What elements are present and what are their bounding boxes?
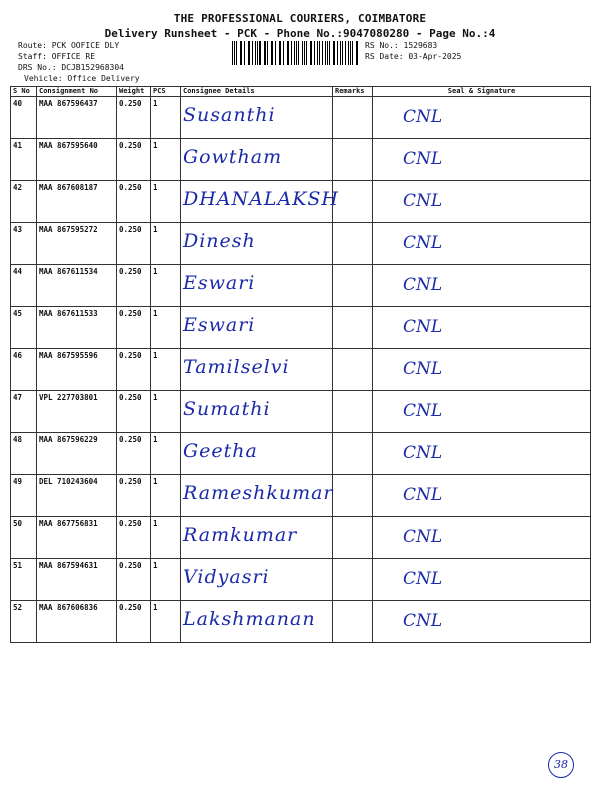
consignment-cell: MAA 867611534 — [37, 265, 117, 307]
consignee-handwriting: Gowtham — [183, 146, 283, 168]
remarks-cell — [333, 223, 373, 265]
weight-cell: 0.250 — [117, 307, 151, 349]
barcode-bar — [350, 41, 351, 65]
consignee-handwriting: Dinesh — [183, 230, 256, 252]
remarks-cell — [333, 265, 373, 307]
weight-cell: 0.250 — [117, 265, 151, 307]
consignee-cell — [181, 97, 333, 139]
signature-cell — [373, 139, 591, 181]
consignment-cell: MAA 867595272 — [37, 223, 117, 265]
signature-handwriting: CNL — [403, 485, 443, 505]
remarks-cell — [333, 97, 373, 139]
consignee-cell — [181, 517, 333, 559]
table-row — [11, 601, 591, 643]
sno-cell: 48 — [11, 433, 37, 475]
pcs-cell: 1 — [151, 97, 181, 139]
barcode-bar — [325, 41, 326, 65]
pcs-cell: 1 — [151, 223, 181, 265]
signature-handwriting: CNL — [403, 611, 443, 631]
remarks-cell — [333, 475, 373, 517]
pcs-cell: 1 — [151, 559, 181, 601]
consignee-cell — [181, 181, 339, 223]
table-row — [11, 559, 591, 601]
consignee-handwriting: Geetha — [183, 440, 258, 462]
consignee-handwriting: Eswari — [183, 314, 256, 336]
barcode-bar — [333, 41, 334, 65]
remarks-cell — [333, 307, 373, 349]
table-row — [11, 97, 591, 139]
pcs-cell: 1 — [151, 265, 181, 307]
page-mark: 38 — [548, 752, 574, 778]
signature-handwriting: CNL — [403, 317, 443, 337]
weight-cell: 0.250 — [117, 223, 151, 265]
sno-cell: 44 — [11, 265, 37, 307]
consignment-cell: MAA 867611533 — [37, 307, 117, 349]
consignee-cell — [181, 559, 333, 601]
col-header-consignment: Consignment No — [37, 87, 117, 97]
barcode-bar — [294, 41, 295, 65]
signature-handwriting: CNL — [403, 275, 443, 295]
consignee-cell — [181, 265, 333, 307]
consignee-cell — [181, 475, 333, 517]
meta-left — [18, 40, 140, 84]
consignee-handwriting: Susanthi — [183, 104, 276, 126]
consignee-handwriting: Lakshmanan — [183, 608, 316, 630]
barcode-bar — [298, 41, 299, 65]
barcode-bar — [306, 41, 307, 65]
barcode-bar — [275, 41, 276, 65]
company-title: THE PROFESSIONAL COURIERS, COIMBATORE — [173, 12, 427, 25]
consignee-cell — [181, 601, 333, 643]
remarks-cell — [333, 433, 373, 475]
col-header-pcs: PCS — [151, 87, 181, 97]
col-header-weight: Weight — [117, 87, 151, 97]
signature-handwriting: CNL — [403, 233, 443, 253]
signature-handwriting: CNL — [403, 191, 443, 211]
barcode-bar — [283, 41, 284, 65]
pcs-cell: 1 — [151, 349, 181, 391]
signature-cell — [373, 475, 591, 517]
runsheet-table — [10, 86, 591, 643]
rs-date: RS Date: 03-Apr-2025 — [365, 52, 462, 61]
consignment-cell: MAA 867756831 — [37, 517, 117, 559]
weight-cell: 0.250 — [117, 97, 151, 139]
barcode-bar — [255, 41, 256, 65]
remarks-cell — [333, 517, 373, 559]
runsheet-subtitle: Delivery Runsheet - PCK - Phone No.:9047080280 - Page No.:4 — [104, 27, 496, 40]
consignee-handwriting: DHANALAKSH — [183, 188, 339, 210]
barcode-bar — [259, 41, 260, 65]
weight-cell: 0.250 — [117, 433, 151, 475]
table-row — [11, 475, 591, 517]
remarks-cell — [333, 139, 373, 181]
remarks-cell — [333, 601, 373, 643]
consignment-cell: VPL 227703801 — [37, 391, 117, 433]
consignee-cell — [181, 349, 333, 391]
table-row — [11, 265, 591, 307]
pcs-cell: 1 — [151, 139, 181, 181]
col-header-remarks: Remarks — [333, 87, 373, 97]
signature-handwriting: CNL — [403, 149, 443, 169]
signature-cell — [373, 181, 591, 223]
barcode-bar — [240, 41, 241, 65]
sno-cell: 43 — [11, 223, 37, 265]
consignment-cell: MAA 867594631 — [37, 559, 117, 601]
sno-cell: 42 — [11, 181, 37, 223]
pcs-cell: 1 — [151, 475, 181, 517]
table-row — [11, 181, 591, 223]
sno-cell: 49 — [11, 475, 37, 517]
weight-cell: 0.250 — [117, 475, 151, 517]
barcode-bar — [357, 41, 358, 65]
consignment-cell: MAA 867595596 — [37, 349, 117, 391]
signature-handwriting: CNL — [403, 443, 443, 463]
weight-cell: 0.250 — [117, 139, 151, 181]
consignment-cell: DEL 710243604 — [37, 475, 117, 517]
table-row — [11, 349, 591, 391]
signature-cell — [373, 559, 591, 601]
remarks-cell — [333, 391, 373, 433]
barcode-bar — [252, 41, 253, 65]
signature-handwriting: CNL — [403, 359, 443, 379]
signature-handwriting: CNL — [403, 527, 443, 547]
signature-cell — [373, 433, 591, 475]
consignment-cell: MAA 867595640 — [37, 139, 117, 181]
table-row — [11, 517, 591, 559]
sno-cell: 50 — [11, 517, 37, 559]
weight-cell: 0.250 — [117, 601, 151, 643]
signature-cell — [373, 517, 591, 559]
consignee-cell — [181, 223, 333, 265]
signature-cell — [373, 307, 591, 349]
pcs-cell: 1 — [151, 433, 181, 475]
col-header-consignee: Consignee Details — [181, 87, 333, 97]
pcs-cell: 1 — [151, 307, 181, 349]
sno-cell: 41 — [11, 139, 37, 181]
signature-handwriting: CNL — [403, 569, 443, 589]
consignment-cell: MAA 867606836 — [37, 601, 117, 643]
pcs-cell: 1 — [151, 391, 181, 433]
remarks-cell — [333, 349, 373, 391]
sno-cell: 46 — [11, 349, 37, 391]
table-row — [11, 139, 591, 181]
table-row — [11, 307, 591, 349]
consignee-handwriting: Sumathi — [183, 398, 271, 420]
consignee-handwriting: Ramkumar — [183, 524, 298, 546]
consignee-cell — [181, 433, 333, 475]
table-row — [11, 223, 591, 265]
drs-label: DRS No.: DCJB152968304 — [18, 63, 124, 72]
consignment-cell: MAA 867596229 — [37, 433, 117, 475]
weight-cell: 0.250 — [117, 349, 151, 391]
weight-cell: 0.250 — [117, 181, 151, 223]
barcode-bar — [280, 41, 281, 65]
table-header-row — [11, 87, 591, 97]
col-header-seal: Seal & Signature — [373, 87, 591, 97]
consignee-cell — [181, 391, 333, 433]
table-row — [11, 433, 591, 475]
signature-cell — [373, 601, 591, 643]
barcode-bar — [310, 41, 311, 65]
sno-cell: 45 — [11, 307, 37, 349]
barcode-bar — [319, 41, 320, 65]
sno-cell: 52 — [11, 601, 37, 643]
rs-number: RS No.: 1529683 — [365, 41, 438, 50]
consignee-cell — [181, 307, 333, 349]
sno-cell: 51 — [11, 559, 37, 601]
weight-cell: 0.250 — [117, 391, 151, 433]
vehicle-label: Vehicle: Office Delivery — [24, 74, 140, 83]
remarks-cell — [333, 559, 373, 601]
signature-handwriting: CNL — [403, 107, 443, 127]
consignee-handwriting: Eswari — [183, 272, 256, 294]
signature-cell — [373, 97, 591, 139]
consignee-handwriting: Tamilselvi — [183, 356, 290, 378]
col-header-sno: S No — [11, 87, 37, 97]
sno-cell: 40 — [11, 97, 37, 139]
consignment-cell: MAA 867608187 — [37, 181, 117, 223]
signature-cell — [373, 265, 591, 307]
weight-cell: 0.250 — [117, 517, 151, 559]
meta-right — [365, 40, 461, 62]
signature-cell — [373, 391, 591, 433]
consignee-handwriting: Vidyasri — [183, 566, 270, 588]
barcode-bar — [342, 41, 343, 65]
table-row — [11, 391, 591, 433]
barcode-bar — [241, 41, 242, 65]
sno-cell: 47 — [11, 391, 37, 433]
signature-cell — [373, 223, 591, 265]
barcode-icon — [232, 41, 360, 65]
barcode-bar — [232, 41, 233, 65]
consignee-cell — [181, 139, 333, 181]
signature-cell — [373, 349, 591, 391]
barcode-bar — [340, 41, 341, 65]
consignee-handwriting: Rameshkumar — [183, 482, 334, 504]
staff-label: Staff: OFFICE RE — [18, 52, 96, 61]
pcs-cell: 1 — [151, 601, 181, 643]
barcode-bar — [267, 41, 268, 65]
consignment-cell: MAA 867596437 — [37, 97, 117, 139]
pcs-cell: 1 — [151, 181, 181, 223]
signature-handwriting: CNL — [403, 401, 443, 421]
pcs-cell: 1 — [151, 517, 181, 559]
weight-cell: 0.250 — [117, 559, 151, 601]
route-label: Route: PCK OOFICE DLY — [18, 41, 120, 50]
